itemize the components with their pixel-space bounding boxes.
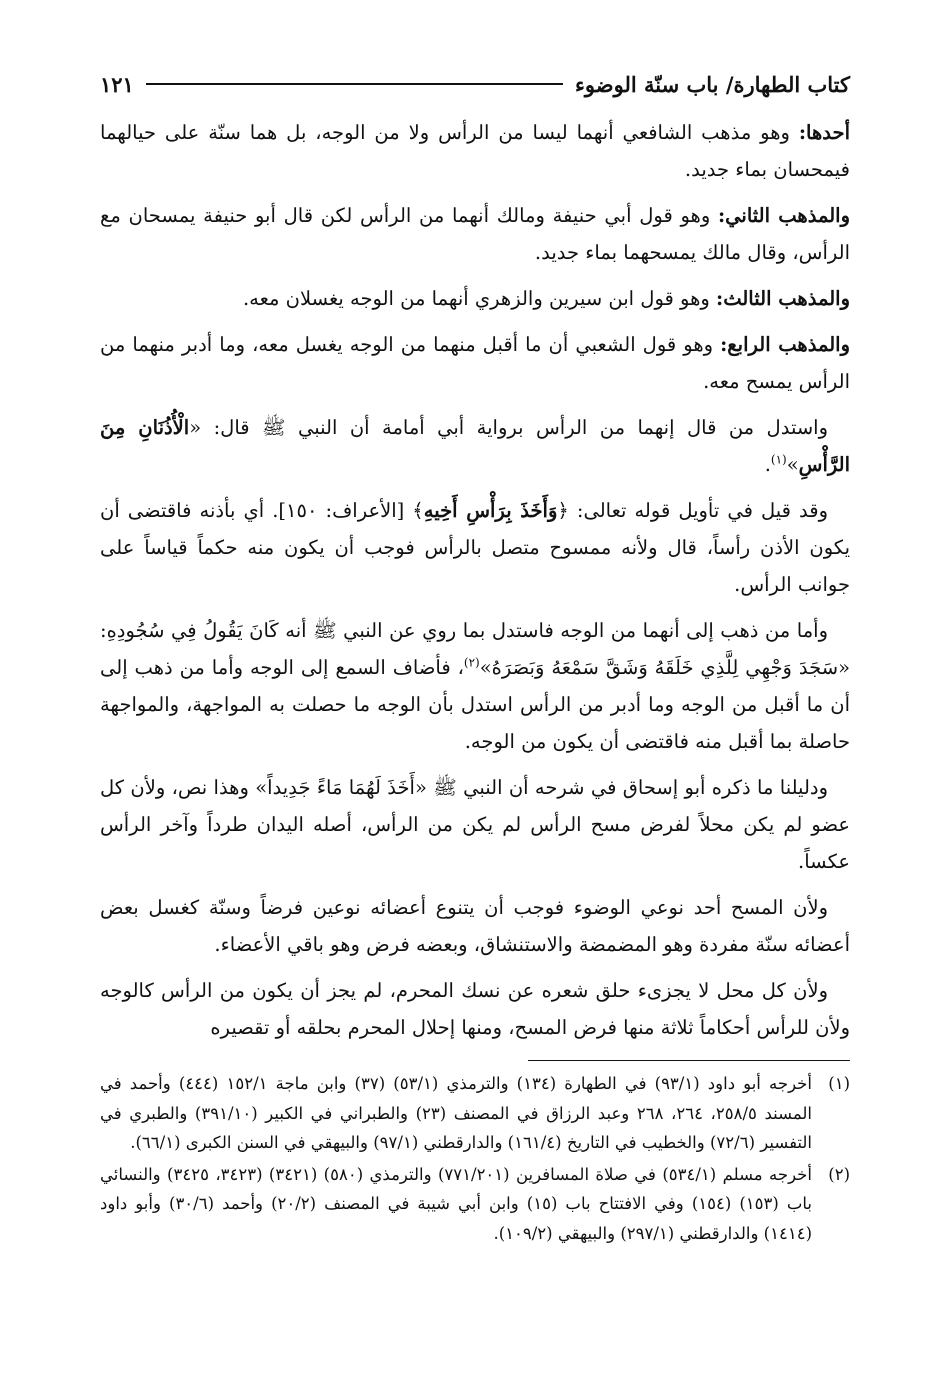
paragraph-label: والمذهب الثاني: — [717, 204, 850, 227]
paragraph-10 — [100, 972, 850, 1046]
paragraph-9 — [100, 889, 850, 963]
paragraph-text: ولأن كل محل لا يجزىء حلق شعره عن نسك المحرم، لم يجز أن يكون من الرأس كالوجه ولأن للرأس أحكاماً ثلاثة منها فرض المسح، ومنها إحلال المحرم بحلقه أو تقصيره — [100, 979, 850, 1039]
paragraph-6 — [100, 492, 850, 603]
paragraph-5 — [100, 409, 850, 483]
paragraph-2 — [100, 197, 850, 271]
paragraph-1 — [100, 114, 850, 188]
quran-quote: وَأَخَذَ بِرَأْسِ أَخِيهِ — [423, 499, 558, 522]
main-text — [100, 114, 850, 1046]
paragraph-text: ودليلنا ما ذكره أبو إسحاق في شرحه أن النبي ﷺ « — [414, 776, 828, 799]
footnote-number: (١) — [828, 1074, 850, 1093]
paragraph-text: وهو قول أبي حنيفة ومالك أنهما من الرأس لكن قال أبو حنيفة يمسحان مع الرأس، وقال مالك يمسحهما بماء جديد. — [100, 204, 850, 264]
footnote-ref-2: (٢) — [463, 655, 480, 670]
paragraph-label: أحدها: — [798, 121, 850, 144]
chapter-title: كتاب الطهارة/ باب سنّة الوضوء — [575, 71, 850, 97]
hadith-quote: سَجَدَ وَجْهِي لِلَّذِي خَلَقَهُ وَشَقَّ سَمْعَهُ وَبَصَرَهُ — [491, 656, 839, 679]
paragraph-4 — [100, 326, 850, 400]
hadith-quote: أَخَذَ لَهُمَا مَاءً جَدِيداً — [267, 776, 415, 799]
paragraph-text: وهو قول ابن سيرين والزهري أنهما من الوجه يغسلان معه. — [242, 287, 717, 310]
paragraph-text: وهو مذهب الشافعي أنهما ليسا من الرأس ولا من الوجه، بل هما سنّة على حيالهما فيمحسان بماء جديد. — [100, 121, 850, 181]
quote-close: » — [786, 453, 799, 476]
paragraph-label: والمذهب الثالث: — [716, 287, 850, 310]
footnote-number: (٢) — [828, 1164, 850, 1184]
paragraph-text: ولأن المسح أحد نوعي الوضوء فوجب أن يتنوع أعضائه نوعين فرضاً وسنّة كغسل بعض أعضائه سنّة مفردة وهو المضمضة والاستنشاق، وبعضه فرض وهو باقي الأعضاء. — [100, 896, 850, 956]
paragraph-3 — [100, 280, 850, 317]
paragraph-end: . — [764, 453, 771, 476]
paragraph-text: وقد قيل في تأويل قوله تعالى: ﴿ — [557, 499, 828, 522]
paragraph-text: وأما من ذهب إلى أنهما من الوجه فاستدل بما روي عن النبي ﷺ أنه كَانَ يَقُولُ فِي سُجُودِهِ: « — [100, 619, 851, 679]
paragraph-label: والمذهب الرابع: — [720, 333, 851, 356]
footnote-ref-1: (١) — [770, 452, 787, 467]
footnote-1 — [100, 1069, 850, 1158]
running-header — [100, 66, 850, 102]
footnote-separator — [528, 1060, 850, 1061]
paragraph-7 — [100, 612, 850, 760]
footnote-2 — [100, 1160, 850, 1249]
paragraph-text-after: » وهذا نص، ولأن كل عضو لم يكن محلاً لفرض مسح الرأس لم يكن من الرأس، أصله اليدان طرداً وآخر الرأس عكساً. — [100, 776, 850, 873]
paragraph-end: ، فأضاف السمع إلى الوجه وأما من ذهب إلى أن ما أقبل من الوجه وما أدبر من الرأس استدل بأن الوجه ما حصلت به المواجهة، والمواجهة حاصلة بما أقبل منه فاقتضى أن يكون من الوجه. — [100, 656, 850, 753]
page-number: ١٢١ — [100, 71, 134, 97]
footnote-text: أخرجه مسلم (٥٣٤/١) في صلاة المسافرين (٧٧١/٢٠١) والترمذي (٥٨٠) (٣٤٢١) (٣٤٢٣، ٣٤٢٥) والنسائي باب (١٥٣) (١٥٤) وفي الافتتاح باب (١٥) وابن أبي شيبة في المصنف (٢٠/٢) وأحمد (٣٠/٦) وأبو داود (١٤١٤) والدارقطني (٢٩٧/١) والبيهقي (١٠٩/٢). — [100, 1164, 813, 1243]
footnotes — [100, 1069, 850, 1248]
paragraph-text: وهو قول الشعبي أن ما أقبل منهما من الوجه يغسل معه، وما أدبر منهما من الرأس يمسح معه. — [100, 333, 850, 393]
paragraph-8 — [100, 769, 850, 880]
footnote-text: أخرجه أبو داود (٩٣/١) في الطهارة (١٣٤) والترمذي (٥٣/١) (٣٧) وابن ماجة ١٥٢/١ (٤٤٤) وأحمد في المسند ٢٥٨/٥، ٢٦٤، ٢٦٨ وعبد الرزاق في المصنف (٢٣) والطبراني في الكبير (٣٩١/١٠) والطبري في التفسير (٧٢/٦) والخطيب في التاريخ (١٦١/٤) والدارقطني (٩٧/١) والبيهقي في السنن الكبرى (٦٦/١). — [100, 1074, 812, 1152]
hadith-quote: الْأُذُنَانِ مِنَ الرَّأْسِ — [100, 416, 850, 476]
header-rule — [146, 83, 563, 85]
paragraph-text-after: ﴾ [الأعراف: ١٥٠]. أي بأذنه فاقتضى أن يكون الأذن رأساً، قال ولأنه ممسوح متصل بالرأس فوجب أن يكون منه حكماً قياساً على جوانب الرأس. — [100, 499, 850, 596]
quote-close: » — [479, 656, 492, 679]
paragraph-text: واستدل من قال إنهما من الرأس برواية أبي أمامة أن النبي ﷺ قال: « — [189, 416, 829, 439]
